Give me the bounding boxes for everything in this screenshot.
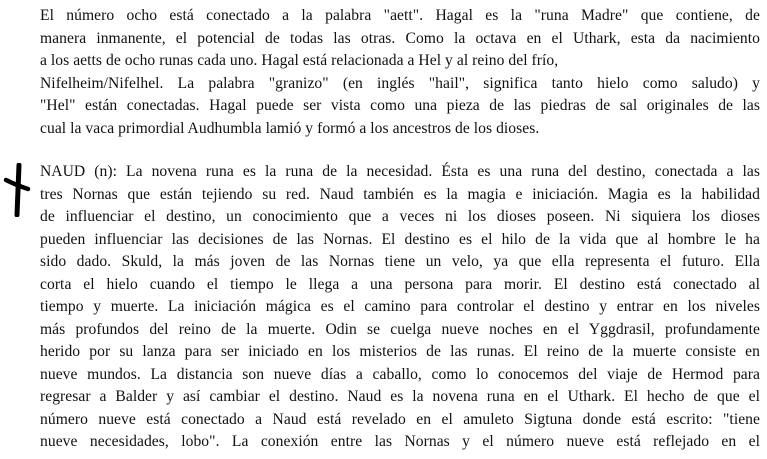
text-line: "Hel" están conectadas. Hagal puede ser vista como una pieza de las piedras de sal originales de las bbox=[40, 97, 760, 114]
text-line: corta el hielo cuando el tiempo le llega a una persona para morir. El destino está conectado al bbox=[40, 275, 760, 293]
text-line: herido por su lanza para ser iniciado en los misterios de las runas. El reino de la muerte consiste en bbox=[40, 343, 760, 360]
text-line: más profundos del reino de la muerte. Odin se cuelga nueve noches en el Yggdrasil, profundamente bbox=[40, 320, 760, 338]
text-line: Nifelheim/Nifelhel. La palabra "granizo" (en inglés "hail", significa tanto hielo como saludo) y bbox=[40, 74, 760, 92]
text-line: cual la vaca primordial Audhumbla lamió y formó a los ancestros de los dioses. bbox=[40, 119, 540, 137]
text-line: pueden influenciar las decisiones de las Nornas. El destino es el hilo de la vida que al hombre le ha bbox=[40, 230, 760, 248]
paragraph-hagal bbox=[40, 5, 760, 140]
text-line: nueve mundos. La distancia son nueve días a caballo, como lo conocemos del viaje de Hermod para bbox=[40, 365, 760, 383]
text-line: El número ocho está conectado a la palabra "aett". Hagal es la "runa Madre" que contiene, de bbox=[40, 7, 760, 24]
text-line: número nueve está conectado a Naud está revelado en el amuleto Sigtuna donde está escrito: "tiene bbox=[40, 410, 760, 428]
text-line: de influenciar el destino, un conocimiento que a veces ni los dioses poseen. Ni siquiera los dioses bbox=[40, 208, 760, 225]
text-line: tres Nornas que están tejiendo su red. Naud también es la magia e iniciación. Magia es la habilidad bbox=[40, 185, 760, 203]
naud-rune-icon bbox=[2, 163, 32, 217]
text-line: a los aetts de ocho runas cada uno. Hagal está relacionada a Hel y al reino del frío, bbox=[40, 52, 559, 69]
text-line: tiempo y muerte. La iniciación mágica es el camino para controlar el destino y entrar en los niveles bbox=[40, 298, 760, 315]
text-line: manera inmanente, el potencial de todas las otras. Como la octava en el Uthark, esta da nacimiento bbox=[40, 29, 760, 47]
text-line: NAUD (n): La novena runa es la runa de la necesidad. Ésta es una runa del destino, conectada a las bbox=[40, 163, 760, 180]
paragraph-naud bbox=[40, 161, 760, 454]
text-line: sido dado. Skuld, la más joven de las Nornas tiene un velo, ya que ella representa el futuro. Ella bbox=[40, 253, 760, 270]
text-line: regresar a Balder y así cambiar el destino. Naud es la novena runa en el Uthark. El hecho de que el bbox=[40, 388, 760, 405]
text-line: nueve necesidades, lobo". La conexión entre las Nornas y el número nueve está reflejado en el bbox=[40, 433, 760, 450]
